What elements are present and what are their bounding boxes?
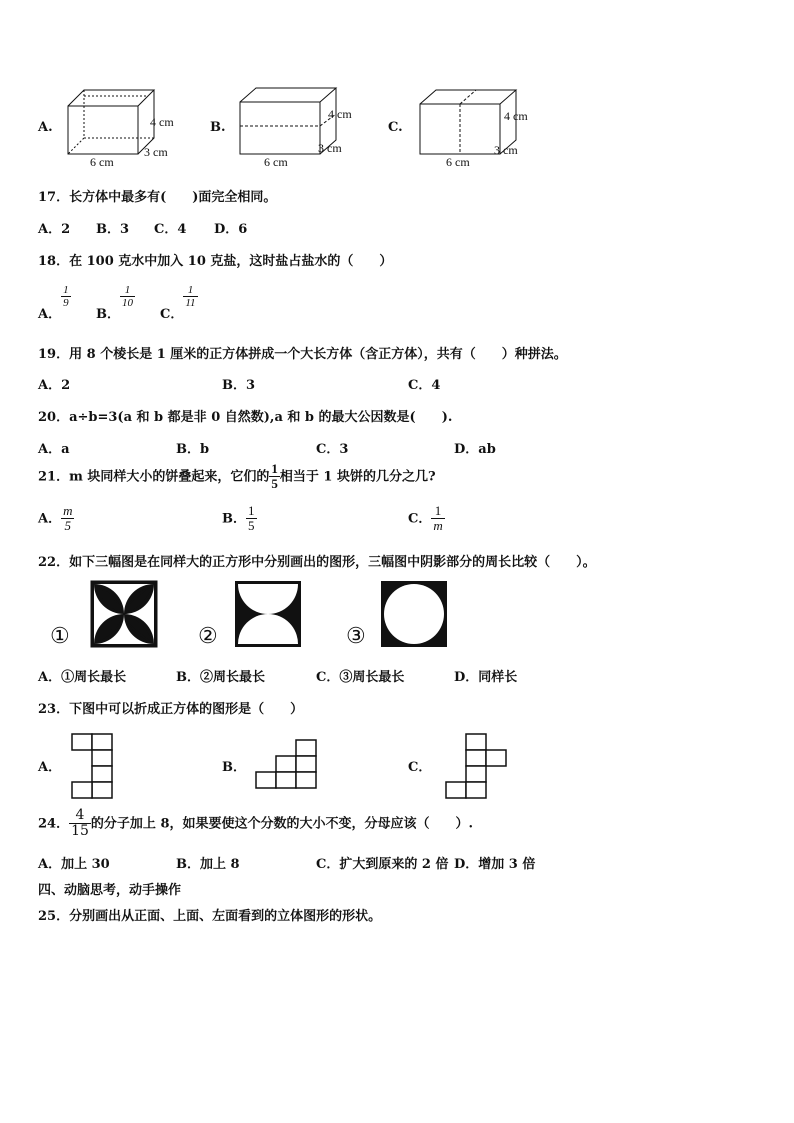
q22-option-c[interactable]: C．③周长最长	[316, 670, 405, 685]
section4-title: 四、动脑思考，动手操作	[38, 883, 182, 898]
q17-option-a[interactable]: A．2	[38, 222, 71, 237]
q16-b-depth: 3 cm	[318, 141, 342, 155]
q19-text: 19．用 8 个棱长是 1 厘米的正方体拼成一个大长方体（含正方体），共有（ ）种拼法。	[38, 347, 567, 362]
q22-figure-2	[234, 580, 302, 648]
q16-figure-c	[412, 84, 542, 169]
q19-option-b[interactable]: B．3	[222, 378, 256, 393]
q22-option-b[interactable]: B．②周长最长	[176, 670, 265, 685]
q18-option-a-fraction: $\frac{1}{9}$	[63, 284, 69, 310]
q24-option-d[interactable]: D．增加 3 倍	[454, 857, 536, 872]
q16-b-height: 4 cm	[328, 107, 352, 121]
q16-c-height: 4 cm	[504, 109, 528, 123]
q23-text: 23．下图中可以折成正方体的图形是（ ）	[38, 702, 304, 717]
q18-text: 18．在 100 克水中加入 10 克盐，这时盐占盐水的（ ）	[38, 254, 393, 269]
q21-option-c-label: C．	[408, 511, 432, 527]
q16-c-depth: 3 cm	[494, 143, 518, 157]
q19-option-c[interactable]: C．4	[408, 378, 441, 393]
q18-option-c-fraction: $\frac{1}{11}$	[185, 284, 196, 310]
q20-text: 20．a÷b=3(a 和 b 都是非 0 自然数),a 和 b 的最大公因数是( ).	[38, 410, 453, 425]
q18-option-b-fraction: $\frac{1}{10}$	[122, 284, 133, 310]
q24-fraction: $\frac{4}{15}$	[71, 807, 89, 840]
q22-option-a[interactable]: A．①周长最长	[38, 670, 127, 685]
q20-option-a[interactable]: A．a	[38, 442, 70, 457]
q23-option-b[interactable]: B．	[222, 760, 246, 775]
q16-figure-a	[60, 84, 190, 169]
q23-net-c	[444, 732, 514, 802]
q24-suffix: 的分子加上 8，如果要使这个分数的大小不变，分母应该（ ）.	[90, 816, 474, 832]
q20-option-b[interactable]: B．b	[176, 442, 210, 457]
q17-option-b[interactable]: B．3	[96, 222, 130, 237]
q20-option-d[interactable]: D．ab	[454, 442, 496, 457]
q16-c-width: 6 cm	[446, 155, 470, 169]
q16-figure-b	[232, 82, 362, 169]
q16-a-depth: 3 cm	[144, 145, 168, 159]
q23-option-c[interactable]: C．	[408, 760, 432, 775]
q16-option-b[interactable]: B.	[210, 120, 226, 135]
q17-text: 17．长方体中最多有( )面完全相同。	[38, 190, 277, 205]
q18-option-a[interactable]	[38, 284, 71, 322]
q18-option-c[interactable]	[160, 284, 198, 322]
q21-option-a-label: A．	[38, 511, 62, 527]
q22-option-d[interactable]: D．同样长	[454, 670, 518, 685]
q24-option-b[interactable]: B．加上 8	[176, 857, 240, 872]
q17-option-c[interactable]: C．4	[154, 222, 187, 237]
q23-net-a	[70, 732, 120, 802]
q21-option-c-fraction: $\frac{1}{m}$	[433, 503, 443, 534]
q21-option-a[interactable]	[38, 504, 74, 534]
q16-option-c[interactable]: C.	[388, 120, 403, 135]
q22-figure-label-3: ③	[346, 624, 366, 649]
q21-suffix: 相当于 1 块饼的几分之几?	[279, 469, 436, 485]
q25-text: 25．分别画出从正面、上面、左面看到的立体图形的形状。	[38, 909, 382, 924]
q22-figure-1	[90, 580, 158, 648]
q24-option-c[interactable]: C．扩大到原来的 2 倍	[316, 857, 449, 872]
q24-text	[38, 808, 473, 840]
q21-prefix: 21．m 块同样大小的饼叠起来，它们的	[38, 469, 270, 485]
q22-figure-3	[380, 580, 448, 648]
q20-option-c[interactable]: C．3	[316, 442, 349, 457]
q21-text	[38, 462, 436, 492]
q21-option-a-fraction: $\frac{m}{5}$	[63, 503, 73, 534]
q16-option-a[interactable]: A.	[38, 120, 53, 135]
q21-option-b-label: B．	[222, 511, 246, 527]
q24-option-a[interactable]: A．加上 30	[38, 857, 110, 872]
q17-option-d[interactable]: D．6	[214, 222, 248, 237]
q22-figure-label-1: ①	[50, 624, 70, 649]
q24-prefix: 24．	[38, 816, 70, 832]
q21-fraction: $\frac{1}{5}$	[271, 461, 278, 492]
q18-option-b-label: B．	[96, 307, 120, 323]
q21-option-c[interactable]	[408, 504, 445, 534]
q18-option-b[interactable]	[96, 284, 135, 322]
q21-option-b-fraction: $\frac{1}{5}$	[248, 503, 255, 534]
q23-option-a[interactable]: A．	[38, 760, 62, 775]
q18-option-a-label: A．	[38, 307, 62, 323]
q22-figure-label-2: ②	[198, 624, 218, 649]
q18-option-c-label: C．	[160, 307, 184, 323]
q19-option-a[interactable]: A．2	[38, 378, 71, 393]
q23-net-b	[254, 738, 324, 790]
q16-b-width: 6 cm	[264, 155, 288, 169]
q21-option-b[interactable]	[222, 504, 257, 534]
q16-a-height: 4 cm	[150, 115, 174, 129]
q22-text: 22．如下三幅图是在同样大的正方形中分别画出的图形，三幅图中阴影部分的周长比较（ ）。	[38, 555, 596, 570]
q16-a-width: 6 cm	[90, 155, 114, 169]
